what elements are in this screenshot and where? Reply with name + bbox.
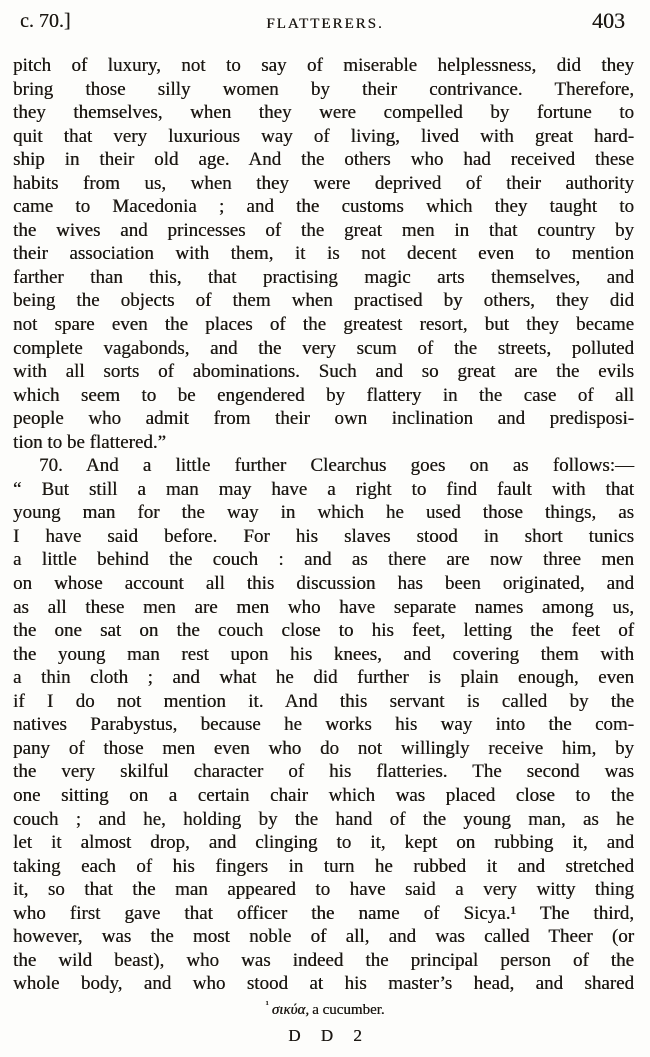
text-line: a little behind the couch : and as there are now three men <box>13 549 634 571</box>
text-line: as all these men are men who have separate names among us, <box>13 596 634 618</box>
text-line: if I do not mention it. And this servant is called by the <box>13 690 634 712</box>
footnote <box>0 999 650 1019</box>
text-line: bring those silly women by their contrivance. Therefore, <box>13 78 634 100</box>
text-line: on whose account all this discussion has been originated, and <box>13 573 634 595</box>
text-line: “ But still a man may have a right to find fault with that <box>13 478 634 500</box>
text-line: farther than this, that practising magic arts themselves, and <box>13 266 634 288</box>
page-body <box>0 42 650 996</box>
text-line: the very skilful character of his flatteries. The second was <box>13 761 634 783</box>
text-line: they themselves, when they were compelled by fortune to <box>13 102 634 124</box>
text-line: people who admit from their own inclination and predisposi- <box>13 408 634 430</box>
text-line: pany of those men even who do not willingly receive him, by <box>13 737 634 759</box>
text-line: let it almost drop, and clinging to it, kept on rubbing it, and <box>13 832 634 854</box>
text-line: however, was the most noble of all, and was called Theer (or <box>13 926 634 948</box>
page-header <box>0 0 650 42</box>
chapter-marker: c. 70.] <box>20 10 71 32</box>
text-line: the one sat on the couch close to his feet, letting the feet of <box>13 620 634 642</box>
text-line: tion to be flattered.” <box>13 431 166 453</box>
running-title: FLATTERERS. <box>266 16 384 32</box>
text-line: being the objects of them when practised by others, they did <box>13 290 634 312</box>
text-line: quit that very luxurious way of living, lived with great hard- <box>13 125 634 147</box>
text-line: ship in their old age. And the others who had received these <box>13 149 634 171</box>
text-line: taking each of his fingers in turn he rubbed it and stretched <box>13 855 634 877</box>
text-line: young man for the way in which he used those things, as <box>13 502 634 524</box>
footnote-text: a cucumber. <box>312 1001 385 1018</box>
text-line: a thin cloth ; and what he did further is plain enough, even <box>13 667 634 689</box>
text-line: the young man rest upon his knees, and covering them with <box>13 643 634 665</box>
text-line: who first gave that officer the name of Sicya.¹ The third, <box>13 902 634 924</box>
text-line: 70. And a little further Clearchus goes on as follows:— <box>39 455 634 477</box>
text-line: natives Parabystus, because he works his way into the com- <box>13 714 634 736</box>
text-line: came to Macedonia ; and the customs which they taught to <box>13 196 634 218</box>
footnote-marker: ¹ <box>265 998 269 1011</box>
text-line: pitch of luxury, not to say of miserable helplessness, did they <box>13 55 634 76</box>
text-line: complete vagabonds, and the very scum of the streets, polluted <box>13 337 634 359</box>
text-line: habits from us, when they were deprived of their authority <box>13 172 634 194</box>
text-line: I have said before. For his slaves stood in short tunics <box>13 525 634 547</box>
text-line: one sitting on a certain chair which was placed close to the <box>13 784 634 806</box>
paragraph-continuation <box>13 54 634 454</box>
text-line: the wives and princesses of the great men in that country by <box>13 219 634 241</box>
text-line: with all sorts of abominations. Such and so great are the evils <box>13 361 634 383</box>
text-line: whole body, and who stood at his master’s head, and shared <box>13 973 634 995</box>
text-line: the wild beast), who was indeed the principal person of the <box>13 949 634 971</box>
text-line: not spare even the places of the greatest resort, but they became <box>13 314 634 336</box>
page-number: 403 <box>592 8 625 33</box>
text-line: it, so that the man appeared to have said a very witty thing <box>13 879 634 901</box>
footnote-greek-word: σικύα, <box>271 1001 310 1018</box>
text-line: couch ; and he, holding by the hand of the young man, as he <box>13 808 634 830</box>
text-line: their association with them, it is not decent even to mention <box>13 243 634 265</box>
printer-signature: D D 2 <box>288 1025 370 1045</box>
text-line: which seem to be engendered by flattery in the case of all <box>13 384 634 406</box>
paragraph-70 <box>13 454 634 996</box>
